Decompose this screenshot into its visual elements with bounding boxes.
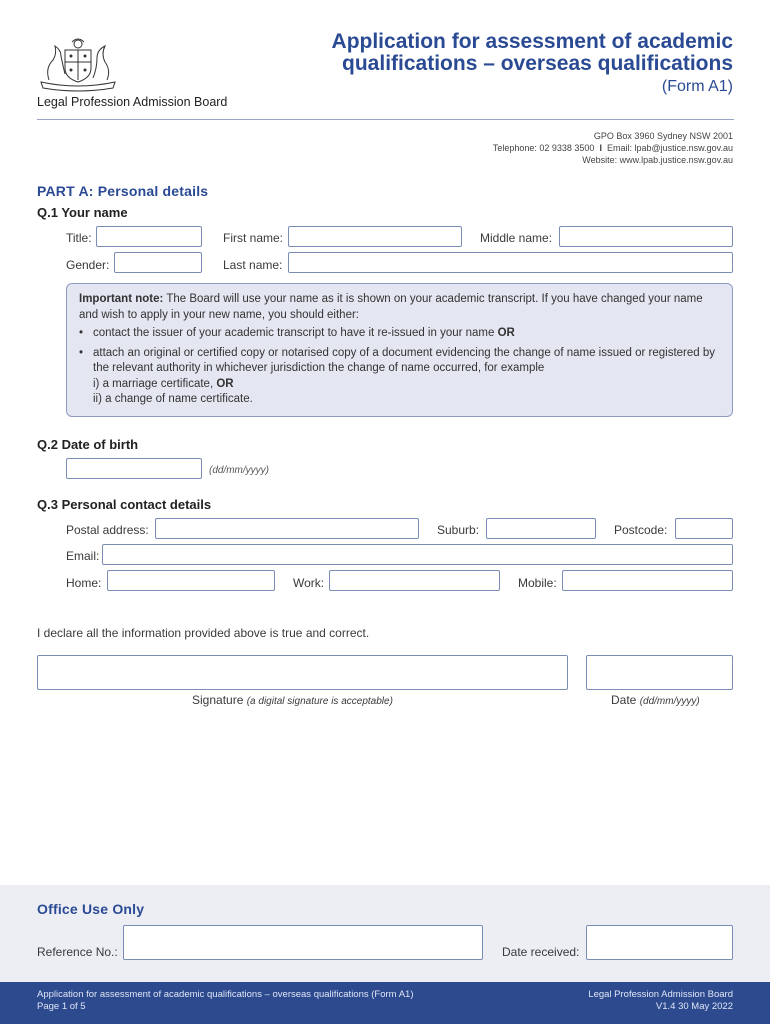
footer-page-number: Page 1 of 5 [37, 1001, 86, 1012]
website: Website: www.lpab.justice.nsw.gov.au [582, 155, 733, 165]
work-phone-label: Work: [293, 576, 325, 590]
q3-heading: Q.3 Personal contact details [37, 497, 212, 512]
footer-left [37, 989, 413, 1013]
note-sub-2: ii) a change of name certificate. [93, 393, 253, 405]
note-options [79, 326, 720, 408]
email-label: Email: [66, 549, 100, 563]
date-hint: (dd/mm/yyyy) [639, 696, 700, 707]
middle-name-input[interactable] [559, 226, 733, 247]
last-name-label: Last name: [223, 258, 283, 272]
signature-caption [192, 693, 393, 707]
middle-name-label: Middle name: [480, 231, 553, 245]
date-caption [611, 693, 700, 707]
note-text: The Board will use your name as it is shown on your academic transcript. If you have changed your name and wish to apply in your new name, you should either: [79, 293, 703, 321]
gender-input[interactable] [114, 252, 202, 273]
form-title [332, 31, 733, 75]
form-title-line-1: Application for assessment of academic [331, 30, 733, 53]
declaration-date-input[interactable] [586, 655, 733, 690]
note-lead: Important note: [79, 293, 164, 305]
note-bullet-2 [79, 346, 720, 408]
postcode-label: Postcode: [614, 523, 668, 537]
postal-address-input[interactable] [155, 518, 419, 539]
work-phone-input[interactable] [329, 570, 500, 591]
organisation-name: Legal Profession Admission Board [37, 95, 228, 109]
part-a-heading: PART A: Personal details [37, 183, 209, 199]
email-address: Email: lpab@justice.nsw.gov.au [606, 143, 733, 153]
note-bullet-1-or: OR [497, 327, 515, 339]
title-label: Title: [66, 231, 92, 245]
declaration-text: I declare all the information provided above is true and correct. [37, 626, 370, 640]
reference-number-label: Reference No.: [37, 945, 118, 959]
home-phone-label: Home: [66, 576, 102, 590]
date-received-label: Date received: [502, 945, 580, 959]
postcode-input[interactable] [675, 518, 733, 539]
telephone: Telephone: 02 9338 3500 [492, 143, 595, 153]
signature-label: Signature [192, 693, 244, 707]
note-bullet-1-text: contact the issuer of your academic transcript to have it re-issued in your name [93, 327, 498, 339]
page-footer [0, 982, 770, 1024]
signature-input[interactable] [37, 655, 568, 690]
separator: I [599, 143, 602, 153]
date-label: Date [611, 693, 637, 707]
footer-right [588, 989, 733, 1013]
q1-heading: Q.1 Your name [37, 205, 128, 220]
last-name-input[interactable] [288, 252, 733, 273]
date-received-input[interactable] [586, 925, 733, 960]
footer-organisation: Legal Profession Admission Board [588, 989, 733, 1000]
q2-heading: Q.2 Date of birth [37, 437, 139, 452]
email-input[interactable] [102, 544, 733, 565]
title-input[interactable] [96, 226, 202, 247]
office-use-heading: Office Use Only [37, 901, 145, 917]
note-intro [79, 292, 720, 323]
first-name-label: First name: [223, 231, 284, 245]
form-title-line-2: qualifications – overseas qualifications [342, 52, 733, 75]
dob-format-hint: (dd/mm/yyyy) [209, 465, 269, 476]
note-sub-1-text: i) a marriage certificate, [93, 377, 217, 390]
signature-hint: (a digital signature is acceptable) [246, 696, 393, 707]
nsw-coat-of-arms-icon [37, 36, 119, 92]
postal-address-label: Postal address: [66, 523, 149, 537]
first-name-input[interactable] [288, 226, 462, 247]
postal-address: GPO Box 3960 Sydney NSW 2001 [593, 131, 733, 141]
note-sub-1 [93, 377, 720, 393]
suburb-label: Suburb: [437, 523, 480, 537]
footer-version-date: V1.4 30 May 2022 [655, 1001, 733, 1012]
note-sub-1-or: OR [216, 377, 234, 390]
form-code: (Form A1) [661, 78, 733, 95]
office-use-panel [0, 885, 770, 982]
footer-form-title: Application for assessment of academic qualifications – overseas qualifications (Form A1) [37, 989, 414, 1000]
home-phone-input[interactable] [107, 570, 275, 591]
contact-details [493, 130, 733, 166]
note-bullet-1 [79, 326, 720, 342]
header-divider [37, 119, 734, 120]
date-of-birth-input[interactable] [66, 458, 202, 479]
suburb-input[interactable] [486, 518, 596, 539]
note-bullet-2-text: attach an original or certified copy or notarised copy of a document evidencing the change of name issued or registered by the relevant authority in whichever jurisdiction the change of name occurred, for example [93, 346, 716, 374]
mobile-phone-input[interactable] [562, 570, 733, 591]
reference-number-input[interactable] [123, 925, 483, 960]
gender-label: Gender: [66, 258, 110, 272]
phone-email-line [493, 142, 733, 154]
important-note [66, 283, 733, 417]
mobile-phone-label: Mobile: [518, 576, 557, 590]
